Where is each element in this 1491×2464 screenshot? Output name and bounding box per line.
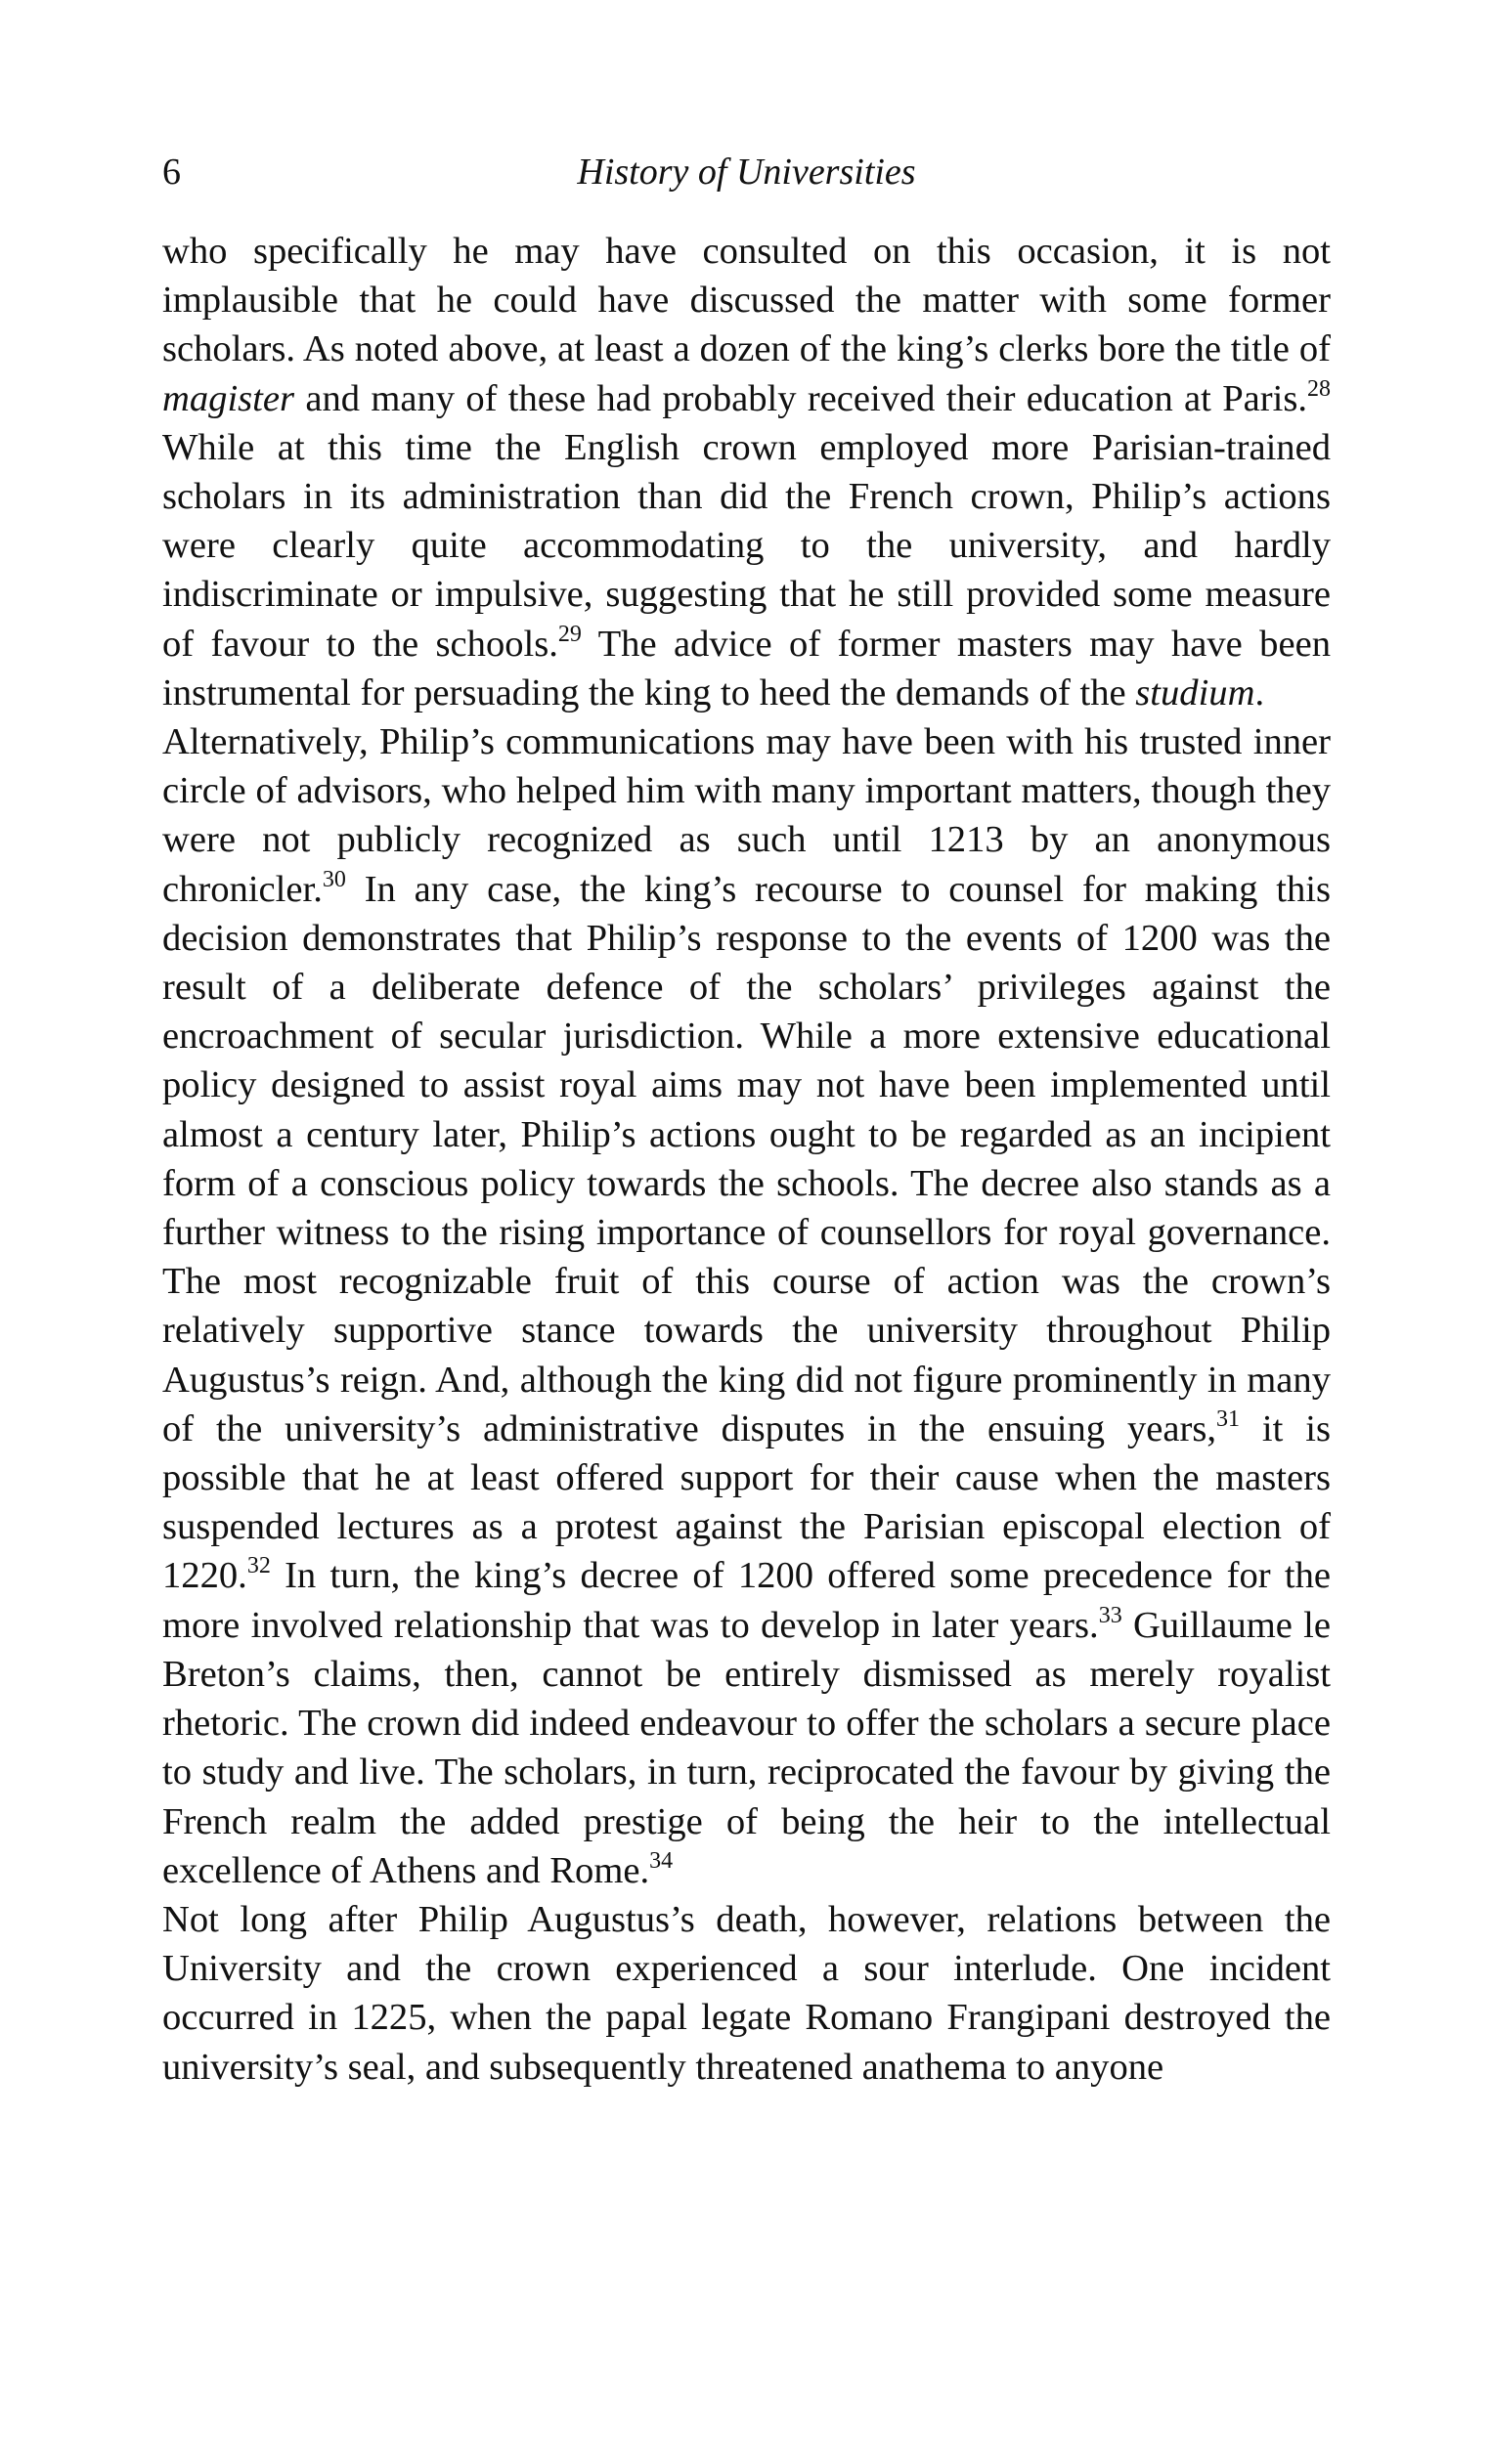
- paragraph-1-italic-studium: studium: [1135, 671, 1255, 713]
- paragraph-3: [162, 1895, 1331, 2092]
- paragraph-1-text-b: and many of these had probably received their education at Paris.: [294, 377, 1307, 419]
- paragraph-1-text-d: The advice of former masters may have been instrumental for persuading the king to heed the demands of the: [162, 623, 1331, 713]
- running-head: [162, 145, 1331, 199]
- footnote-ref-28[interactable]: 28: [1307, 375, 1331, 402]
- paragraph-2-text-b: In any case, the king’s recourse to counsel for making this decision demonstrates that Philip’s response to the events of 1200 was the result of a deliberate defence of the scholars’ privileges against the encroachment of secular jurisdiction. While a more extensive educational policy designed to assist royal aims may not have been implemented until almost a century later, Philip’s actions ought to be regarded as an incipient form of a conscious policy towards the schools. The decree also stands as a further witness to the rising importance of counsellors for royal governance. The most recognizable fruit of this course of action was the crown’s relatively supportive stance towards the university throughout Philip Augustus’s reign. And, although the king did not figure prominently in many of the university’s administrative disputes in the ensuing years,: [162, 868, 1331, 1449]
- paragraph-2-text-d: In turn, the king’s decree of 1200 offered some precedence for the more involved relationship that was to develop in later years.: [162, 1555, 1331, 1646]
- footnote-ref-29[interactable]: 29: [557, 621, 582, 647]
- paragraph-2: [162, 717, 1331, 1895]
- paragraph-1-text-a: who specifically he may have consulted on this occasion, it is not implausible that he could have discussed the matter with some former scholars. As noted above, at least a dozen of the king’s clerks bore the title of: [162, 231, 1331, 370]
- paragraph-3-text-a: Not long after Philip Augustus’s death, however, relations between the University and the crown experienced a sour interlude. One incident occurred in 1225, when the papal legate Romano Frangipani destroyed the university’s seal, and subsequently threatened anathema to anyone: [162, 1898, 1331, 2088]
- footnote-ref-34[interactable]: 34: [649, 1847, 674, 1874]
- paragraph-2-text-e: Guillaume le Breton’s claims, then, cannot be entirely dismissed as merely royalist rhetoric. The crown did indeed endeavour to offer the scholars a secure place to study and live. The scholars, in turn, reciprocated the favour by giving the French realm the added prestige of being the heir to the intellectual excellence of Athens and Rome.: [162, 1604, 1331, 1891]
- paragraph-1-text-e: .: [1254, 671, 1265, 713]
- footnote-ref-31[interactable]: 31: [1215, 1405, 1240, 1432]
- paragraph-2-text-c: it is possible that he at least offered support for their cause when the masters suspended lectures as a protest against the Parisian episcopal election of 1220.: [162, 1407, 1331, 1597]
- paragraph-2-text-a: Alternatively, Philip’s communications may have been with his trusted inner circle of advisors, who helped him with many important matters, though they were not publicly recognized as such until 1213 by an anonymous chronicler.: [162, 721, 1331, 910]
- footnote-ref-30[interactable]: 30: [322, 866, 346, 892]
- running-title: History of Universities: [577, 151, 916, 193]
- paragraph-1-italic-magister: magister: [162, 377, 295, 419]
- body-text: [162, 227, 1331, 2092]
- page-number: 6: [162, 151, 181, 193]
- paragraph-1: [162, 227, 1331, 717]
- paragraph-1-text-c: While at this time the English crown employed more Parisian-trained scholars in its administration than did the French crown, Philip’s actions were clearly quite accommodating to the university, and hardly indiscriminate or impulsive, suggesting that he still provided some measure of favour to the schools.: [162, 426, 1331, 665]
- footnote-ref-33[interactable]: 33: [1098, 1602, 1122, 1628]
- footnote-ref-32[interactable]: 32: [246, 1553, 271, 1579]
